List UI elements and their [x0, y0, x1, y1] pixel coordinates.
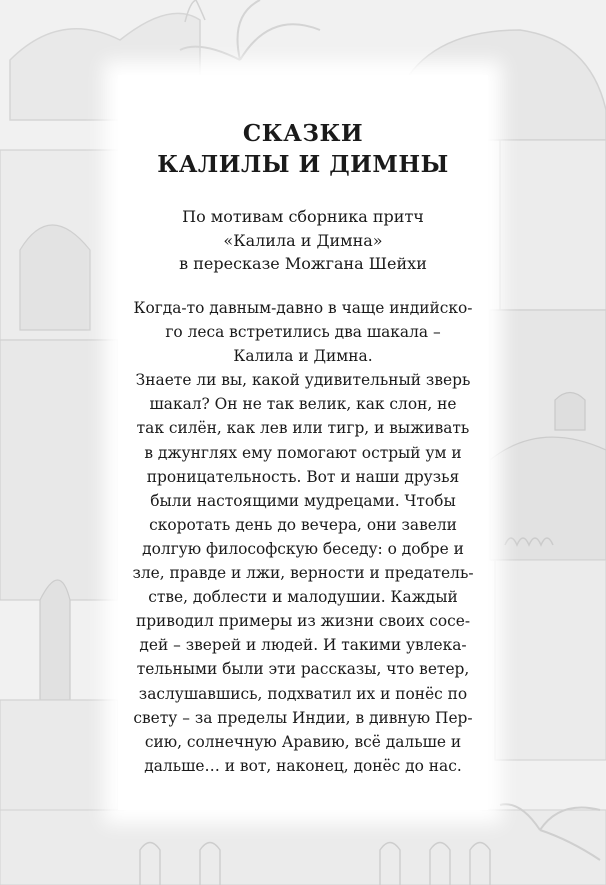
text-line: долгую философскую беседу: о добре и — [142, 539, 464, 558]
building-right-3 — [495, 560, 606, 760]
text-line: тельными были эти рассказы, что ветер, — [136, 660, 470, 679]
book-title — [118, 118, 488, 180]
bottom-buildings — [0, 810, 606, 885]
subtitle-line-2: «Калила и Димна» — [223, 230, 383, 250]
arch-window-right — [555, 393, 585, 431]
text-line: приводил примеры из жизни своих сосе- — [135, 612, 471, 631]
intro-paragraph — [106, 296, 500, 778]
text-line: заслушавшись, подхватил их и понёс по — [138, 684, 468, 703]
text-line: так силён, как лев или тигр, и выживать — [136, 419, 470, 438]
text-line: шакал? Он не так велик, как слон, не — [149, 395, 457, 414]
text-line: стве, доблести и малодушии. Каждый — [148, 588, 458, 607]
text-line: дальше… и вот, наконец, донёс до нас. — [144, 756, 462, 775]
text-line: проницательность. Вот и наши друзья — [146, 467, 460, 486]
text-line: дей – зверей и людей. И такими увлека- — [139, 636, 467, 655]
subtitle-line-3: в пересказе Можгана Шейхи — [179, 254, 427, 273]
text-line: Знаете ли вы, какой удивительный зверь — [135, 371, 471, 390]
text-line: в джунглях ему помогают острый ум и — [144, 443, 462, 462]
text-line: го леса встретились два шакала – — [165, 323, 441, 342]
text-line: скоротать день до вечера, они завели — [149, 515, 457, 534]
text-line: Калила и Димна. — [233, 347, 373, 366]
book-subtitle — [118, 205, 488, 276]
text-line: Когда-то давным-давно в чаще индийско- — [133, 299, 473, 317]
arch-left — [20, 225, 90, 330]
book-title-line-1: СКАЗКИ — [242, 120, 364, 147]
text-line: свету – за пределы Индии, в дивную Пер- — [133, 708, 473, 727]
book-title-line-2: КАЛИЛЫ И ДИМНЫ — [157, 151, 449, 178]
building-right-1 — [500, 140, 606, 310]
column-left — [40, 580, 70, 700]
building-left-2 — [0, 340, 118, 600]
text-line: зле, правде и лжи, верности и предатель- — [132, 564, 474, 583]
text-line: сию, солнечную Аравию, всё дальше и — [144, 732, 462, 751]
subtitle-line-1: По мотивам сборника притч — [182, 207, 424, 226]
text-line: были настоящими мудрецами. Чтобы — [150, 491, 456, 510]
